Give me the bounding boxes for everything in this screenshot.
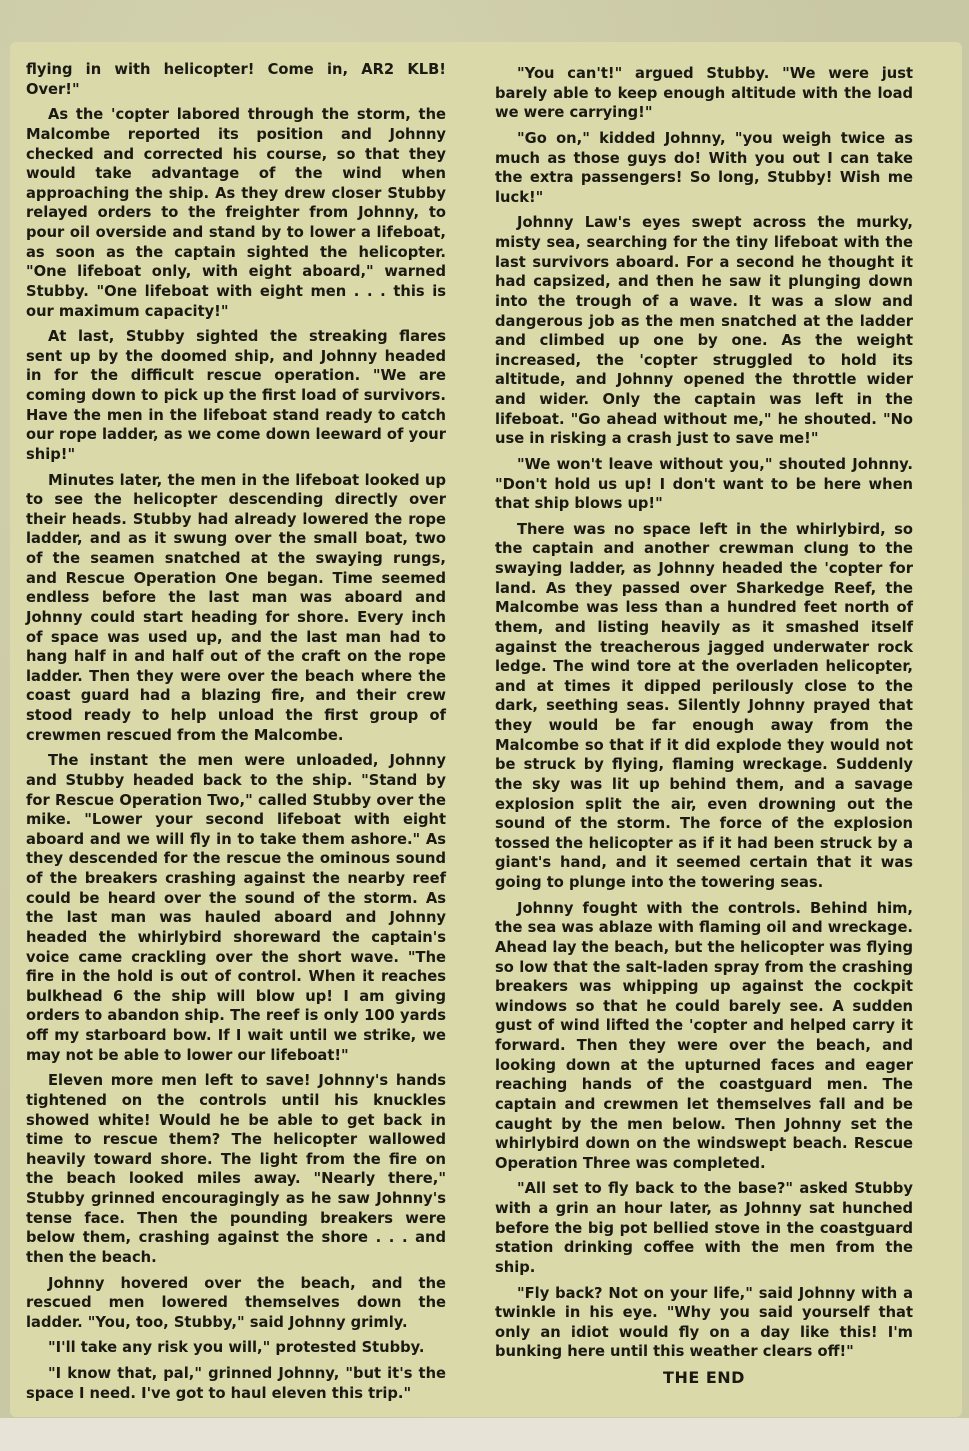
paragraph: flying in with helicopter! Come in, AR2 KLB! Over!": [26, 61, 446, 98]
the-end-label: THE END: [663, 1368, 745, 1387]
paragraph: "We won't leave without you," shouted Johnny. "Don't hold us up! I don't want to be here when that ship blows up!": [495, 455, 913, 513]
paragraph: "Go on," kidded Johnny, "you weigh twice as much as those guys do! With you out I can take the extra passengers! So long, Stubby! Wish me luck!": [495, 129, 913, 206]
page-bottom-margin: [0, 1418, 969, 1451]
paragraph: Johnny Law's eyes swept across the murky, misty sea, searching for the tiny lifeboat with the last survivors aboard. For a second he thought it had capsized, and then he saw it plunging down into the trough of a wave. It was a slow and dangerous job as the men snatched at the ladder and climbed up one by one. As the weight increased, the 'copter struggled to hold its altitude, and Johnny opened the throttle wider and wider. Only the captain was left in the lifeboat. "Go ahead without me," he shouted. "No use in risking a crash just to save me!": [495, 214, 913, 448]
paragraph: "I know that, pal," grinned Johnny, "but it's the space I need. I've got to haul eleven this trip.": [26, 1365, 446, 1402]
paragraph: Minutes later, the men in the lifeboat looked up to see the helicopter descending directly over their heads. Stubby had already lowered the rope ladder, and as it swung over the small boat, two of the seamen snatched at the swaying rungs, and Rescue Operation One began. Time seemed endless before the last man was aboard and Johnny could start heading for shore. Every inch of space was used up, and the last man had to hang half in and half out of the craft on the rope ladder. Then they were over the beach where the coast guard had a blazing fire, and their crew stood ready to help unload the first group of crewmen rescued from the Malcombe.: [26, 471, 446, 744]
paragraph: At last, Stubby sighted the streaking flares sent up by the doomed ship, and Johnny headed in for the difficult rescue operation. "We are coming down to pick up the first load of survivors. Have the men in the lifeboat stand ready to catch our rope ladder, as we come down leeward of your ship!": [26, 328, 446, 463]
paragraph: "You can't!" argued Stubby. "We were just barely able to keep enough altitude with the load we were carrying!": [495, 65, 913, 122]
left-text-column: [26, 60, 446, 1409]
paragraph: "I'll take any risk you will," protested Stubby.: [48, 1339, 425, 1357]
paragraph: Eleven more men left to save! Johnny's hands tightened on the controls until his knuckles showed white! Would he be able to get back in time to rescue them? The helicopter wallowed heavily toward shore. The light from the fire on the beach looked miles away. "Nearly there," Stubby grinned encouragingly as he saw Johnny's tense face. Then the pounding breakers were below them, crashing against the shore . . . and then the beach.: [26, 1072, 446, 1266]
paragraph: "Fly back? Not on your life," said Johnny with a twinkle in his eye. "Why you said yourself that only an idiot would fly on a day like this! I'm bunking here until this weather clears off!": [495, 1284, 913, 1361]
paragraph: "All set to fly back to the base?" asked Stubby with a grin an hour later, as Johnny sat hunched before the big pot bellied stove in the coastguard station drinking coffee with the men from the ship.: [495, 1180, 913, 1276]
paragraph: The instant the men were unloaded, Johnny and Stubby headed back to the ship. "Stand by for Rescue Operation Two," called Stubby over the mike. "Lower your second lifeboat with eight aboard and we will fly in to take them ashore." As they descended for the rescue the ominous sound of the breakers crashing against the nearby reef could be heard over the sound of the storm. As the last man was hauled aboard and Johnny headed the whirlybird shoreward the captain's voice came crackling over the short wave. "The fire in the hold is out of control. When it reaches bulkhead 6 the ship will blow up! I am giving orders to abandon ship. The reef is only 100 yards off my starboard bow. If I wait until we strike, we may not be able to lower our lifeboat!": [26, 752, 446, 1064]
paragraph: Johnny fought with the controls. Behind him, the sea was ablaze with flaming oil and wreckage. Ahead lay the beach, but the helicopter was flying so low that the salt-laden spray from the crashing breakers was whipping up against the cockpit windows so that he could barely see. A sudden gust of wind lifted the 'copter and helped carry it forward. Then they were over the beach, and looking down at the upturned faces and eager reaching hands of the coastguard men. The captain and crewmen let themselves fall and be caught by the men below. Then Johnny set the whirlybird down on the windswept beach. Rescue Operation Three was completed.: [495, 899, 913, 1172]
right-text-column: [495, 64, 913, 1394]
paragraph: As the 'copter labored through the storm, the Malcombe reported its position and Johnny checked and corrected his course, so that they would take advantage of the wind when approaching the ship. As they drew closer Stubby relayed orders to the freighter from Johnny, to pour oil overside and stand by to lower a lifeboat, as soon as the captain sighted the helicopter. "One lifeboat only, with eight aboard," warned Stubby. "One lifeboat with eight men . . . this is our maximum capacity!": [26, 106, 446, 320]
paragraph: Johnny hovered over the beach, and the rescued men lowered themselves down the ladder. "You, too, Stubby," said Johnny grimly.: [26, 1274, 446, 1331]
paragraph: There was no space left in the whirlybird, so the captain and another crewman clung to the swaying ladder, as Johnny headed the 'copter for land. As they passed over Sharkedge Reef, the Malcombe was less than a hundred feet north of them, and listing heavily as it smashed itself against the treacherous jagged underwater rock ledge. The wind tore at the overladen helicopter, and at times it dipped perilously close to the dark, seething seas. Silently Johnny prayed that they would be far enough away from the Malcombe so that if it did explode they would not be struck by flying, flaming wreckage. Suddenly the sky was lit up behind them, and a savage explosion split the air, even drowning out the sound of the storm. The force of the explosion tossed the helicopter as if it had been struck by a giant's hand, and it seemed certain that it was going to plunge into the towering seas.: [495, 520, 913, 891]
